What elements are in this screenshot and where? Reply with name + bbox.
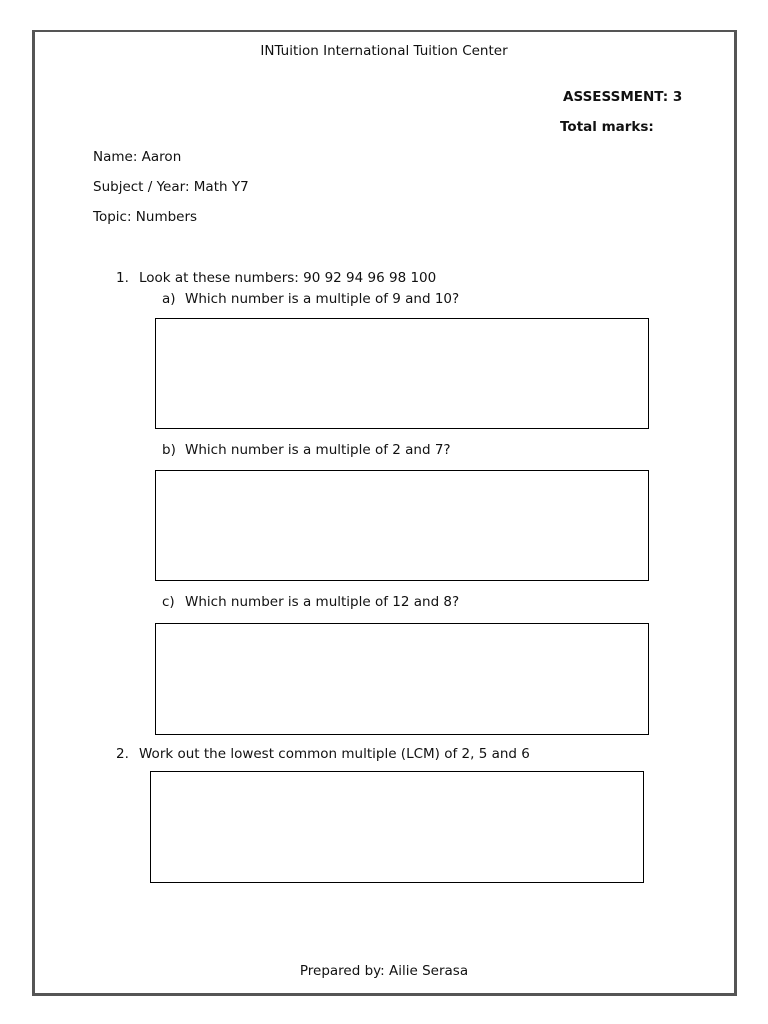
question-1c [162, 593, 459, 611]
assessment-number: ASSESSMENT: 3 [563, 89, 683, 105]
part-label: b) [162, 442, 176, 458]
answer-box-1c[interactable] [155, 623, 649, 735]
part-text: Which number is a multiple of 9 and 10? [185, 291, 460, 307]
part-text: Which number is a multiple of 12 and 8? [185, 594, 460, 610]
student-name: Name: Aaron [93, 149, 182, 165]
question-1a [162, 290, 459, 308]
part-text: Which number is a multiple of 2 and 7? [185, 442, 451, 458]
total-marks-label: Total marks: [560, 119, 654, 135]
part-label: c) [162, 594, 175, 610]
question-1 [116, 269, 436, 287]
question-number: 1. [116, 270, 129, 286]
topic: Topic: Numbers [93, 209, 198, 225]
question-1b [162, 441, 451, 459]
answer-box-2[interactable] [150, 771, 644, 883]
question-number: 2. [116, 746, 129, 762]
question-text: Work out the lowest common multiple (LCM) of 2, 5 and 6 [139, 746, 530, 762]
subject-year: Subject / Year: Math Y7 [93, 179, 249, 195]
part-label: a) [162, 291, 176, 307]
prepared-by: Prepared by: Ailie Serasa [299, 963, 469, 979]
answer-box-1b[interactable] [155, 470, 649, 581]
question-2 [116, 745, 530, 763]
answer-box-1a[interactable] [155, 318, 649, 429]
question-text: Look at these numbers: 90 92 94 96 98 100 [139, 270, 437, 286]
center-title: INTuition International Tuition Center [260, 43, 508, 59]
